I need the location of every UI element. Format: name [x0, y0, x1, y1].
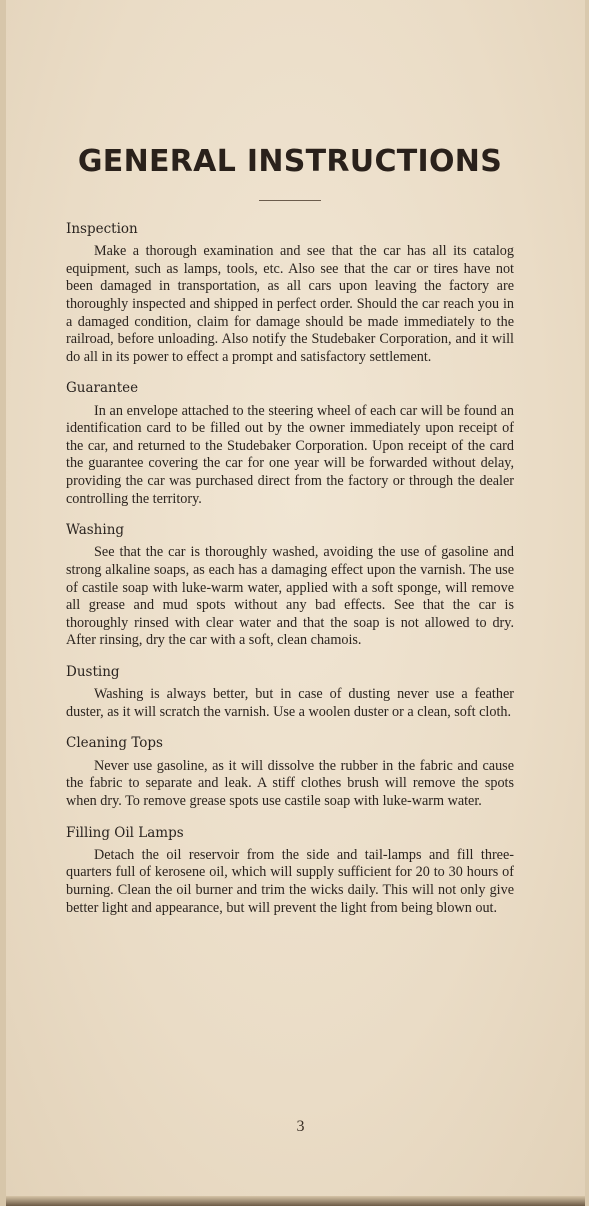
section-washing: [66, 520, 514, 650]
section-body: Washing is always better, but in case of dusting never use a feather duster, as it will scratch the varnish. Use a woolen duster or a clean, soft cloth.: [66, 686, 514, 720]
section-heading: Inspection: [66, 221, 138, 237]
section-body: Detach the oil reservoir from the side and tail-lamps and fill three-quarters full of kerosene oil, which will supply sufficient for 20 to 30 hours of burning. Clean the oil burner and trim the wicks daily. This will not only give better light and appearance, but will prevent the light from being blown out.: [66, 846, 514, 916]
section-body: See that the car is thoroughly washed, avoiding the use of gasoline and strong alkaline soaps, as each has a damaging effect upon the varnish. The use of castile soap with luke-warm water, applied with a soft sponge, will remove all grease and mud spots without any bad effects. See that the car is thoroughly rinsed with clear water and that the soap is not allowed to dry. After rinsing, dry the car with a soft, clean chamois.: [66, 544, 514, 649]
page-title: GENERAL INSTRUCTIONS: [77, 144, 503, 179]
page-number: 3: [296, 1118, 305, 1135]
section-body: Never use gasoline, as it will dissolve the rubber in the fabric and cause the fabric to separate and leak. A stiff clothes brush will remove the spots when dry. To remove grease spots use castile soap with luke-warm water.: [66, 757, 514, 809]
title-divider: [259, 200, 321, 201]
section-filling-oil-lamps: [66, 823, 514, 918]
section-body: Make a thorough examination and see that the car has all its catalog equipment, such as lamps, tools, etc. Also see that the car or tires have not been damaged in transportation, as all cars upon leaving the factory are thoroughly inspected and shipped in perfect order. Should the car reach you in a damaged condition, claim for damage should be made immediately to the railroad, before unloading. Also notify the Studebaker Corporation, and it will do all in its power to effect a prompt and satisfactory settlement.: [66, 243, 514, 365]
section-body: In an envelope attached to the steering wheel of each car will be found an identification card to be filled out by the owner immediately upon receipt of the car, and returned to the Studebaker Corporation. Upon receipt of the card the guarantee covering the car for one year will be forwarded without delay, providing the car was purchased direct from the factory or through the dealer controlling the territory.: [66, 402, 514, 507]
section-heading: Dusting: [66, 664, 120, 681]
section-guarantee: [66, 378, 514, 508]
section-dusting: [66, 662, 514, 721]
section-heading: Washing: [66, 522, 125, 539]
section-heading: Filling Oil Lamps: [66, 824, 184, 841]
section-heading: Cleaning Tops: [66, 735, 163, 752]
section-heading: Guarantee: [66, 380, 139, 397]
section-inspection: [66, 219, 514, 366]
section-cleaning-tops: [66, 733, 514, 810]
page-content: [66, 140, 514, 923]
